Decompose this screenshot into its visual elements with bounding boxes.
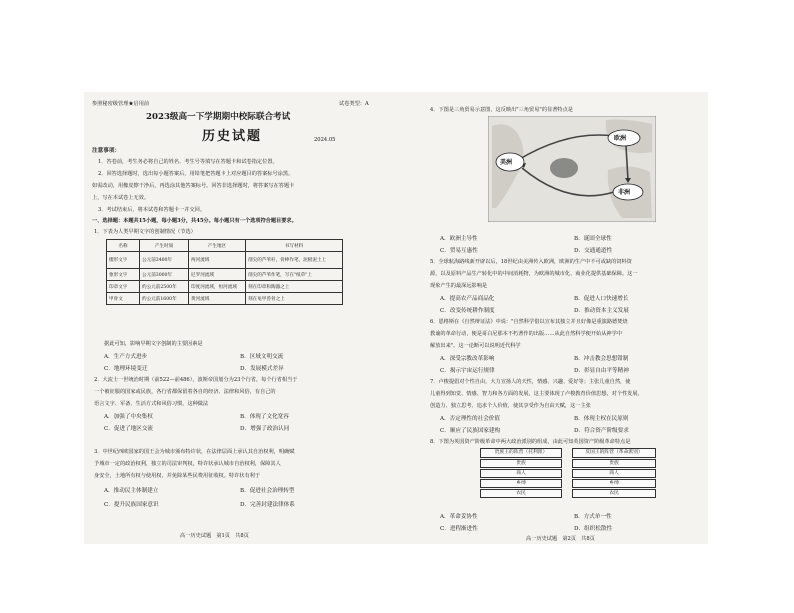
table-header-cell: 产生地区 (189, 240, 246, 252)
q2-line: 2．大流士一世统治时期（前522—前486），波斯帝国划分为23个行省，每个行省相当于 (94, 377, 298, 383)
table-cell: 约公元前2500年 (140, 281, 189, 293)
q4-stem: 4．下图是三角贸易示意图，这反映出"三角贸易"的显著特点是 (430, 107, 573, 113)
table-header-cell: 名称 (107, 240, 140, 252)
q8-option-a: A．革命妥协性 (440, 514, 478, 520)
right-camp-item: 商人 (572, 469, 656, 478)
table-cell: 公元前3400年 (140, 252, 189, 269)
q1-stem: 1．下表为人类早期文字的创制情况（节选） (94, 229, 196, 235)
q3-option-a: A．推动民主体制建立 (104, 488, 159, 494)
table-cell: 刻在印章和陶器之上 (246, 281, 343, 293)
subject-title: 历史试题 (202, 129, 263, 144)
secret-label: 参照秘密级管理★启用前 (92, 101, 150, 107)
q8-stem: 8．下图为英国资产阶级革命中两大政治派别的组成，由此可知英国资产阶级革命特点是 (430, 439, 631, 445)
exam-date: 2024.05 (314, 137, 336, 143)
q7-line: 7．卢梭提倡对个性自由，大力宣扬人的天性，情感、兴趣、爱好等；主张儿童自然，使 (430, 379, 631, 385)
q1-option-a: A．生产方式进步 (104, 354, 148, 360)
q4-option-b: B．诞固全球性 (574, 236, 612, 242)
table-header-cell: 产生时间 (140, 240, 189, 252)
q4-option-d: D．交通通道性 (574, 248, 613, 254)
q5-line: 5．全球航海路线新开辟以后，18世纪由美洲传入欧洲，欧洲的生产中不可或缺的饲料资 (430, 259, 632, 265)
table-header-row (107, 240, 343, 252)
table-cell: 公元前3000年 (140, 269, 189, 281)
q1-option-b: B．区域文明交流 (240, 354, 284, 360)
table-cell: 削尖的芦苇作笔，写在"纸草"上 (246, 269, 343, 281)
q5-option-b: B．促进人口快速增长 (574, 296, 629, 302)
q1-table (106, 239, 343, 305)
note-line: 2．回答选择题时，选出每小题答案后，用铅笔把答题卡上对应题目的答案标号涂黑。 (98, 171, 294, 177)
exam-sheet (84, 92, 708, 544)
q7-line: 创造力、独立思考、追求个人价值，使其享受作为自由天赋，这一主张 (430, 403, 591, 409)
q2-option-c: C．促进了地区交流 (104, 426, 154, 432)
note-line: 上，写在本试卷上无效。 (92, 195, 150, 201)
q7-option-b: B．体现主权在民原则 (574, 416, 629, 422)
table-cell: 印章文字 (107, 281, 140, 293)
note-line: 如需改动，用橡皮擦干净后，再选涂其他答案标号。回答非选择题时，将答案写在答题卡 (92, 183, 295, 189)
right-camp-item: 农民 (572, 489, 656, 498)
left-camp-item: 商人 (480, 469, 562, 478)
q5-option-a: A．提高农产品商品化 (440, 296, 495, 302)
q8-diagram (480, 448, 656, 510)
q7-option-d: D．符合资产阶级要求 (574, 428, 629, 434)
triangle-trade-map (488, 116, 656, 222)
q8-option-d: D．组织松散性 (574, 526, 613, 532)
q4-option-a: A．欧洲主导性 (440, 236, 478, 242)
q6-option-d: D．彰显自由平等精神 (574, 368, 629, 374)
q3-option-d: D．完善封建法律体系 (240, 502, 295, 508)
q5-line: 源，以及原料产品生产转化中的中间消耗物，为欧洲的城市化、商业化提供基础保障。这一 (430, 271, 638, 277)
q2-line: 语言文字、军备、生活方式和风俗习惯，这种做法 (94, 401, 209, 407)
right-camp-item: 贵族 (572, 459, 656, 468)
q3-line: 3．中世纪西欧国家的国王会为城市颁布特许状，在法律层面上承认其自治权利，明确赋 (94, 449, 295, 455)
q8-option-c: C．进程渐进性 (440, 526, 478, 532)
q3-option-b: B．促进社会治理转型 (240, 488, 295, 494)
q5-line: 现象产生的最深远影响是 (430, 283, 488, 289)
left-camp-item: 贵族 (480, 459, 562, 468)
map-graphic (488, 116, 656, 222)
section-heading: 一、选择题：本题共15小题，每小题3分，共45分。每小题只有一个选项符合题目要求。 (92, 218, 297, 224)
q3-option-c: C．提升民族国家意识 (104, 502, 159, 508)
q2-option-a: A．加强了中央集权 (104, 414, 153, 420)
q6-line: 6．恩格斯在《自然辩证法》中说："自然科学借以宣布其独立并且好像是重演路德焚烧 (430, 319, 628, 325)
table-cell: 印度河流域，恒河流域 (189, 281, 246, 293)
right-camp-header: 反国王的阵营（革命派别） (572, 448, 656, 458)
label-europe: 欧洲 (614, 135, 627, 142)
exam-title: 2023级高一下学期期中校际联合考试 (146, 112, 291, 122)
left-camp-item: 乡绅 (480, 479, 562, 488)
table-cell: 楔形文字 (107, 252, 140, 269)
note-line: 3．考试结束后，将本试卷和答题卡一并交回。 (98, 207, 206, 213)
table-row (107, 281, 343, 293)
q6-option-b: B．冲击教会思想钳制 (574, 356, 629, 362)
right-camp-item: 乡绅 (572, 479, 656, 488)
left-camp-item: 农民 (480, 489, 562, 498)
q6-line: 教谕的革命行动，便是哥白尼那本不朽著作的出版……从此自然科学便开始从神学中 (430, 331, 622, 337)
label-america: 美洲 (500, 159, 513, 166)
table-cell: 黄河流域 (189, 293, 246, 305)
q7-option-c: C．顺应了民族国家建构 (440, 428, 501, 434)
q1-option-d: D．发展模式差异 (240, 366, 284, 372)
table-cell: 两河流域 (189, 252, 246, 269)
q2-line: 一个被征服的国家或民族，各行省都保留着各自的经济、法律和风俗，有自己的 (94, 389, 276, 395)
q3-line: 予城市一定的政治权利，独立的司法审判权，特许状承认城市自治权利，保障其人 (94, 461, 281, 467)
q5-option-c: C．改变传统耕作制度 (440, 308, 495, 314)
label-africa: 非洲 (618, 189, 631, 196)
footer-right: 高一历史试题 第2页 共8页 (526, 536, 595, 542)
paper-type: 试卷类型：A (339, 101, 369, 107)
q2-option-b: B．体现了文化宽容 (240, 414, 289, 420)
table-cell: 甲骨文 (107, 293, 140, 305)
table-row (107, 252, 343, 269)
table-row (107, 269, 343, 281)
table-cell: 象形文字 (107, 269, 140, 281)
q4-option-c: C．贸易互惠性 (440, 248, 478, 254)
q1-after: 据此可知，影响早期文字创制的主要因素是 (104, 341, 203, 347)
note-line: 1．答卷前，考生务必将自己的姓名、考生号等填写在答题卡和试卷指定位置。 (98, 159, 278, 165)
table-cell: 削尖的芦苇秆，骨棒作笔，泥板泥土上 (246, 252, 343, 269)
footer-left: 高一历史试题 第1页 共8页 (180, 533, 249, 539)
q2-option-d: D．增强了政治认同 (240, 426, 290, 432)
q7-line: 儿童得到知觉、情感、智力和各方面的发展，这主要体现了卢梭教育价值思想，对个性发展、 (430, 391, 643, 397)
q7-option-a: A．否定理性的社会价值 (440, 416, 500, 422)
q1-option-c: C．地理环境变迁 (104, 366, 148, 372)
q8-option-b: B．方式单一性 (574, 514, 612, 520)
notes-heading: 注意事项： (92, 148, 120, 154)
q5-option-d: D．推动资本主义发展 (574, 308, 629, 314)
left-camp-header: 贵族王的阵营（托利派） (480, 448, 562, 458)
table-cell: 约公元前1600年 (140, 293, 189, 305)
q6-option-c: C．揭示宇宙运行规律 (440, 368, 495, 374)
q6-line: 解放出来"。这一论断可以说明近代科学 (430, 343, 521, 349)
table-cell: 刻在龟甲兽骨之上 (246, 293, 343, 305)
table-row (107, 293, 343, 305)
q6-option-a: A．深受宗教改革影响 (440, 356, 495, 362)
q3-line: 身安全，土地所有权与使用权，并免除某些民费用征收权。特许状有利于 (94, 473, 261, 479)
table-header-cell: 书写材料 (246, 240, 343, 252)
table-cell: 尼罗河流域 (189, 269, 246, 281)
